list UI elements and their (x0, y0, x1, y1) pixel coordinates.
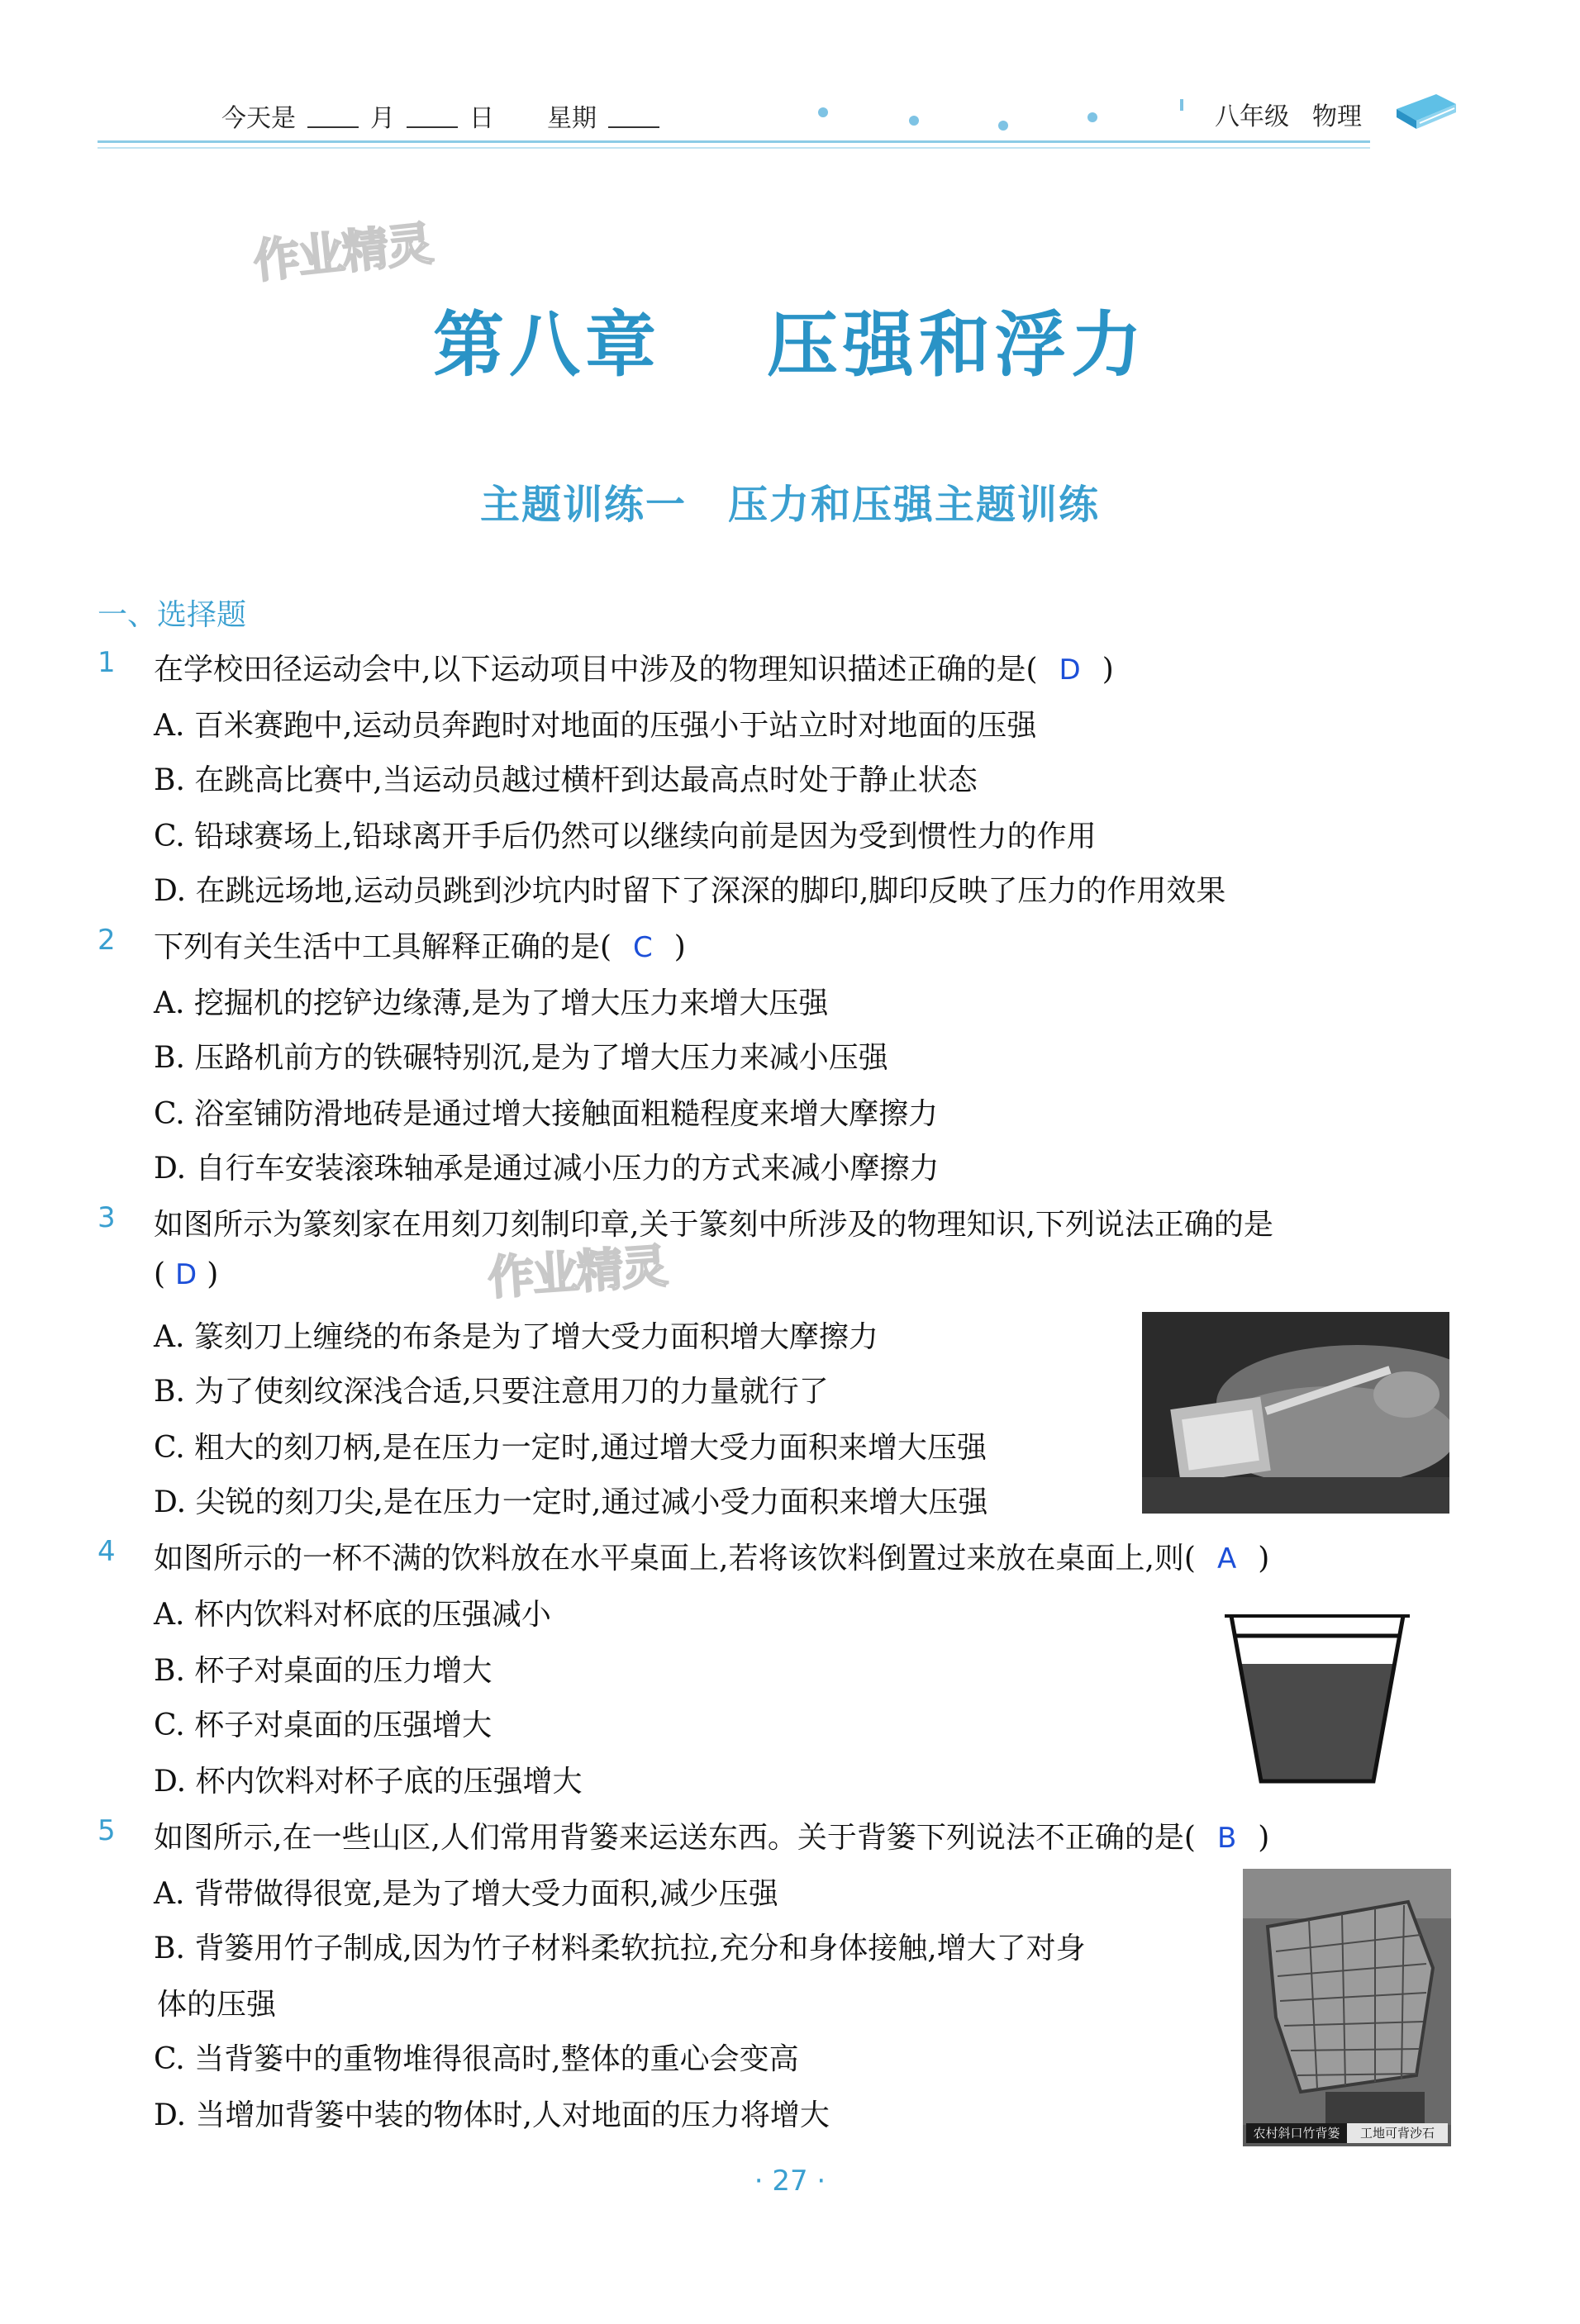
question-stem: 如图所示为篆刻家在用刻刀刻制印章,关于篆刻中所涉及的物理知识,下列说法正确的是 (154, 1208, 1273, 1242)
date-line (221, 97, 671, 134)
option: B. 在跳高比赛中,当运动员越过横杆到达最高点时处于静止状态 (154, 763, 978, 797)
month-blank (307, 107, 359, 128)
option: C. 浴室铺防滑地砖是通过增大接触面粗糙程度来增大摩擦力 (154, 1097, 939, 1131)
grade-subject (1215, 96, 1362, 132)
question-number: 2 (98, 924, 116, 957)
week-blank (608, 107, 659, 128)
subject-label: 物理 (1312, 102, 1362, 131)
option: D. 自行车安装滚珠轴承是通过减小压力的方式来减小摩擦力 (154, 1152, 940, 1186)
header-rule-light (98, 147, 1370, 149)
option: B. 压路机前方的铁碾特别沉,是为了增大压力来减小压强 (154, 1041, 888, 1075)
question-number: 5 (98, 1814, 116, 1847)
option: D. 在跳远场地,运动员跳到沙坑内时留下了深深的脚印,脚印反映了压力的作用效果 (154, 874, 1226, 908)
option: C. 杯子对桌面的压强增大 (154, 1709, 493, 1742)
answer-mark: C (633, 931, 653, 964)
page-number: · 27 · (754, 2165, 826, 2198)
question-stem: 下列有关生活中工具解释正确的是( C ) (154, 930, 686, 964)
question-stem: 在学校田径运动会中,以下运动项目中涉及的物理知识描述正确的是( D ) (154, 653, 1114, 687)
answer-line: ( D ) (154, 1257, 219, 1291)
option: A. 百米赛跑中,运动员奔跑时对地面的压强小于站立时对地面的压强 (154, 709, 1037, 743)
option: B. 为了使刻纹深浅合适,只要注意用刀的力量就行了 (154, 1375, 829, 1409)
question-number: 4 (98, 1535, 116, 1568)
grade-label: 八年级 (1215, 102, 1289, 131)
answer-mark: D (175, 1258, 198, 1291)
decor-dot (818, 107, 828, 117)
option: D. 尖锐的刻刀尖,是在压力一定时,通过减小受力面积来增大压强 (154, 1485, 988, 1519)
option: C. 当背篓中的重物堆得很高时,整体的重心会变高 (154, 2042, 799, 2076)
month-label: 月 (370, 104, 395, 133)
option: B. 背篓用竹子制成,因为竹子材料柔软抗拉,充分和身体接触,增大了对身 (154, 1932, 1086, 1965)
option: B. 杯子对桌面的压力增大 (154, 1654, 493, 1688)
basket-photo (1243, 1869, 1451, 2146)
seal-carving-photo (1142, 1312, 1449, 1514)
question-number: 1 (98, 646, 116, 679)
book-icon (1390, 86, 1461, 135)
watermark: 作业精灵 (250, 216, 435, 290)
caption-left: 农村斜口竹背篓 (1253, 2126, 1340, 2141)
cup-diagram (1223, 1606, 1413, 1796)
watermark: 作业精灵 (486, 1239, 669, 1306)
day-blank (407, 107, 458, 128)
option: A. 杯内饮料对杯底的压强减小 (154, 1598, 551, 1632)
basket-caption (1246, 2123, 1448, 2143)
option: D. 当增加背篓中装的物体时,人对地面的压力将增大 (154, 2098, 830, 2132)
decor-tick (1180, 99, 1183, 111)
section-title: 一、选择题 (98, 598, 247, 632)
option: A. 篆刻刀上缠绕的布条是为了增大受力面积增大摩擦力 (154, 1320, 878, 1354)
option: C. 粗大的刻刀柄,是在压力一定时,通过增大受力面积来增大压强 (154, 1431, 988, 1465)
date-label: 今天是 (221, 104, 296, 133)
answer-mark: D (1059, 653, 1081, 687)
decor-dot (998, 121, 1008, 131)
decor-dot (909, 116, 919, 126)
option: A. 挖掘机的挖铲边缘薄,是为了增大压力来增大压强 (154, 986, 829, 1020)
caption-right: 工地可背沙石 (1347, 2123, 1448, 2143)
answer-mark: B (1216, 1822, 1237, 1855)
question-stem: 如图所示,在一些山区,人们常用背篓来运送东西。关于背篓下列说法不正确的是( B ) (154, 1821, 1270, 1855)
option: A. 背带做得很宽,是为了增大受力面积,减少压强 (154, 1877, 778, 1911)
option: C. 铅球赛场上,铅球离开手后仍然可以继续向前是因为受到惯性力的作用 (154, 820, 1097, 853)
day-label: 日 (469, 104, 494, 133)
decor-dot (1087, 112, 1097, 122)
basket-image (1243, 1869, 1451, 2125)
option-continuation: 体的压强 (157, 1988, 277, 2022)
chapter-title: 第八章 压强和浮力 (433, 304, 1147, 387)
option: D. 杯内饮料对杯子底的压强增大 (154, 1765, 583, 1799)
answer-mark: A (1216, 1542, 1237, 1575)
question-number: 3 (98, 1201, 116, 1234)
question-stem: 如图所示的一杯不满的饮料放在水平桌面上,若将该饮料倒置过来放在桌面上,则( A ) (154, 1542, 1270, 1575)
header-rule (98, 140, 1370, 143)
week-label: 星期 (547, 104, 597, 133)
topic-title: 主题训练一 压力和压强主题训练 (479, 482, 1100, 528)
